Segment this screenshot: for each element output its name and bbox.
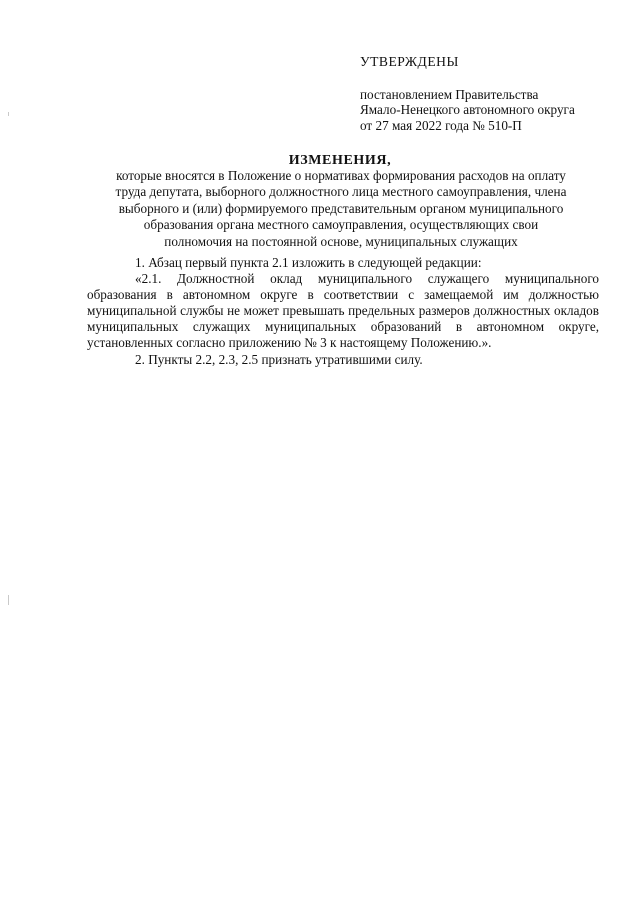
approval-heading: УТВЕРЖДЕНЫ: [360, 54, 459, 69]
item-2-paragraph: 2. Пункты 2.2, 2.3, 2.5 признать утратившими силу.: [135, 351, 423, 367]
document-subtitle: [78, 168, 604, 250]
document-title: ИЗМЕНЕНИЯ,: [288, 153, 392, 168]
margin-mark: [8, 595, 9, 605]
document-body: [87, 255, 599, 368]
margin-mark: [8, 112, 9, 116]
subtitle-line: выборного и (или) формируемого представительным органом муниципального: [118, 200, 564, 216]
approval-line: Ямало-Ненецкого автономного округа: [360, 102, 575, 117]
subtitle-line: которые вносятся в Положение о нормативах формирования расходов на оплату: [116, 168, 566, 183]
subtitle-line: образования органа местного самоуправления, осуществляющих свои: [143, 217, 539, 233]
item-1-paragraph: 1. Абзац первый пункта 2.1 изложить в следующей редакции:: [135, 255, 482, 270]
approval-line: постановлением Правительства: [360, 86, 539, 102]
approval-block: [360, 54, 630, 133]
approval-line: от 27 мая 2022 года № 510-П: [360, 117, 522, 133]
quoted-paragraph: «2.1. Должностной оклад муниципального служащего муниципального образования в автономном округе в соответствии с замещаемой им должностью муниципальной службы не может превышать предельных размеров должностных окладов муниципальных служащих муниципальных образований в автономном округе, установленных согласно приложению № 3 к настоящему Положению.».: [87, 271, 599, 351]
subtitle-line: полномочия на постоянной основе, муниципальных служащих: [164, 233, 518, 249]
subtitle-line: труда депутата, выборного должностного лица местного самоуправления, члена: [115, 184, 567, 200]
